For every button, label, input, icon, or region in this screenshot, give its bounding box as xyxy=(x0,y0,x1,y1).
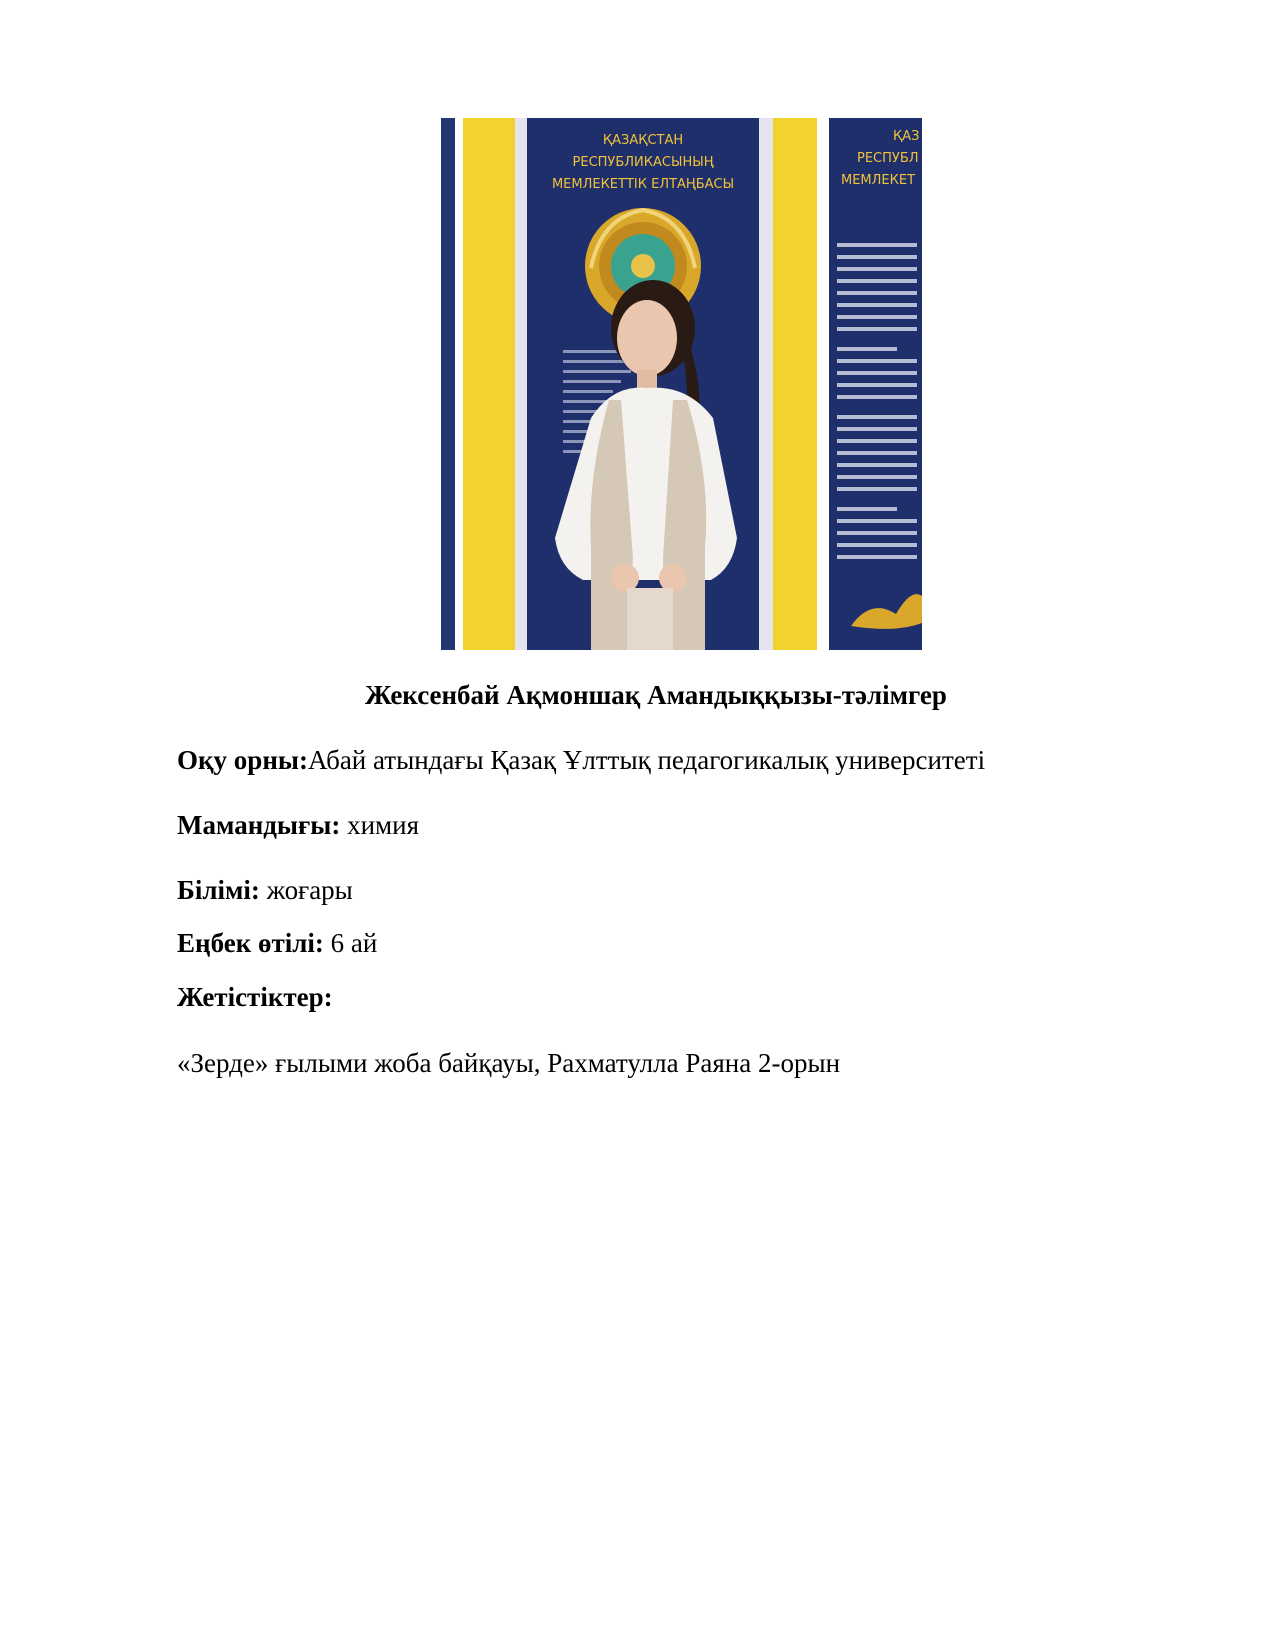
education-place-label: Оқу орны: xyxy=(177,745,308,775)
panel-title-line-3: МЕМЛЕКЕТТІК ЕЛТАҢБАСЫ xyxy=(551,177,735,192)
panel-title-line-2: РЕСПУБЛИКАСЫНЫҢ xyxy=(572,155,714,170)
education-row xyxy=(177,875,353,906)
specialty-label: Мамандығы: xyxy=(177,810,341,840)
experience-value: 6 ай xyxy=(323,928,378,958)
achievement-item: «Зерде» ғылыми жоба байқауы, Рахматулла Раяна 2-орын xyxy=(177,1048,841,1078)
achievements-label: Жетістіктер: xyxy=(177,982,333,1012)
profile-title: Жексенбай Ақмоншақ Амандыққызы-тәлімгер xyxy=(365,680,947,710)
achievements-heading xyxy=(177,982,333,1013)
experience-row xyxy=(177,928,377,959)
right-panel-title-line-1: ҚАЗ xyxy=(893,129,920,144)
right-panel-title-line-3: МЕМЛЕКЕТ xyxy=(841,173,916,188)
education-place-value: Абай атындағы Қазақ Ұлттық педагогикалық университеті xyxy=(307,745,986,775)
specialty-row xyxy=(177,810,419,841)
education-place-row xyxy=(177,745,985,776)
education-value: жоғары xyxy=(259,875,353,905)
education-label: Білімі: xyxy=(177,875,260,905)
profile-photo xyxy=(441,118,922,650)
panel-title-line-1: ҚАЗАҚСТАН xyxy=(602,133,684,148)
right-panel-title-line-2: РЕСПУБЛ xyxy=(857,151,919,166)
experience-label: Еңбек өтілі: xyxy=(177,928,324,958)
specialty-value: химия xyxy=(340,810,419,840)
